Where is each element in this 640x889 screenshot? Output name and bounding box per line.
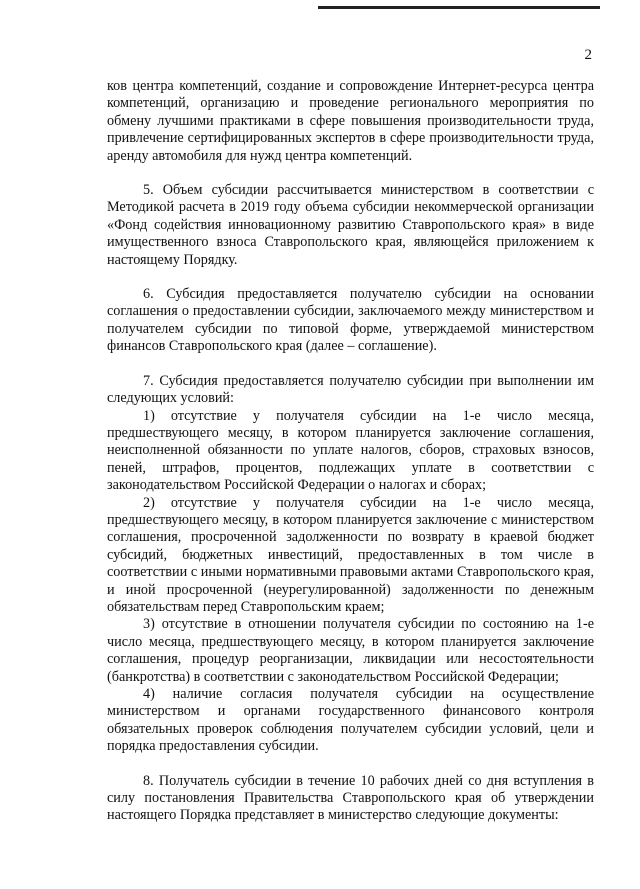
top-rule [318,6,600,9]
document-body [107,78,594,825]
paragraph-continuation: ков центра компетенций, создание и сопровождение Интернет-ресурса центра компетенций, организацию и проведение регионального мероприятия по обмену лучшими практиками в сфере повышения производительности труда, привлечение сертифицированных экспертов в сфере производительности труда, аренду автомобиля для нужд центра компетенций. [107,78,594,164]
subitem-7-3: 3) отсутствие в отношении получателя субсидии по состоянию на 1-е число месяца, предшествующего месяцу, в котором планируется заключение соглашения, процедур реорганизации, ликвидации или несостоятельности (банкротства) в соответствии с законодательством Российской Федерации; [107,616,594,685]
paragraph-item-6: 6. Субсидия предоставляется получателю субсидии на основании соглашения о предоставлении субсидии, заключаемого между министерством и получателем субсидии по типовой форме, утверждаемой министерством финансов Ставропольского края (далее – соглашение). [107,286,594,355]
subitem-7-1: 1) отсутствие у получателя субсидии на 1-е число месяца, предшествующего месяцу, в котором планируется заключение соглашения, неисполненной обязанности по уплате налогов, сборов, страховых взносов, пеней, штрафов, процентов, подлежащих уплате в соответствии с законодательством Российской Федерации о налогах и сборах; [107,407,594,494]
subitem-7-4: 4) наличие согласия получателя субсидии на осуществление министерством и органами государственного финансового контроля обязательных проверок соблюдения получателем субсидии условий, цели и порядка предоставления субсидии. [107,686,594,755]
page-number: 2 [584,47,592,63]
paragraph-item-7: 7. Субсидия предоставляется получателю субсидии при выполнении им следующих условий: [107,372,594,407]
paragraph-item-5: 5. Объем субсидии рассчитывается министерством в соответствии с Методикой расчета в 2019 году объема субсидии некоммерческой организации «Фонд содействия инновационному развитию Ставропольского края» в виде имущественного взноса Ставропольского края, являющейся приложением к настоящему Порядку. [107,182,594,268]
paragraph-item-8: 8. Получатель субсидии в течение 10 рабочих дней со дня вступления в силу постановления Правительства Ставропольского края об утверждении настоящего Порядка представляет в министерство следующие документы: [107,772,594,824]
subitem-7-2: 2) отсутствие у получателя субсидии на 1-е число месяца, предшествующего месяцу, в котором планируется заключение с министерством соглашения, просроченной задолженности по возврату в краевой бюджет субсидий, бюджетных инвестиций, предоставленных в том числе в соответствии с иными нормативными правовыми актами Ставропольского края, и иной просроченной (неурегулированной) задолженности по денежным обязательствам перед Ставропольским краем; [107,494,594,615]
